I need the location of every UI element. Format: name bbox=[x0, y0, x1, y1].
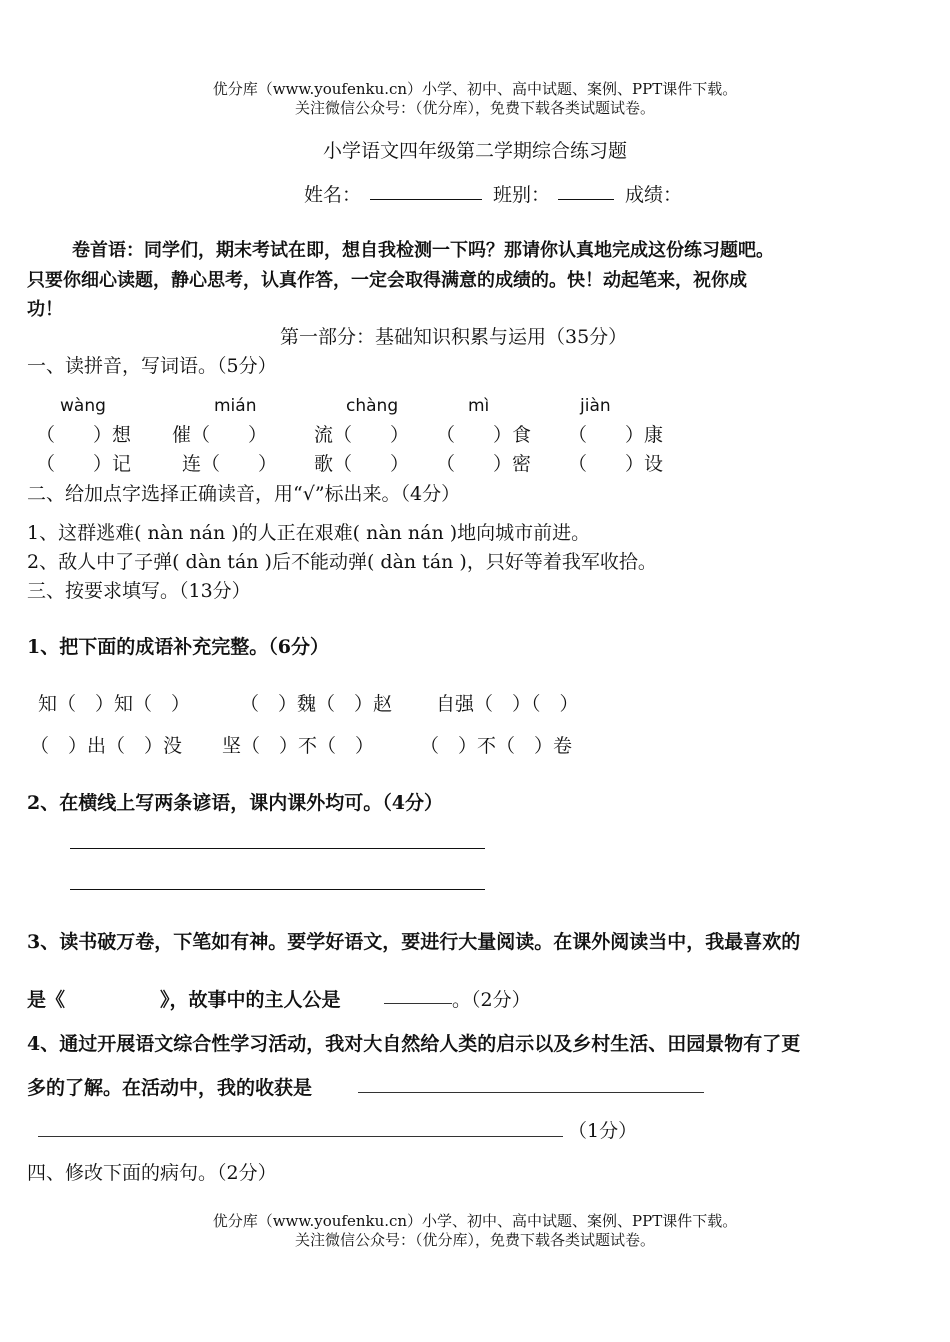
header-line-1: 优分库（www.youfenku.cn）小学、初中、高中试题、案例、PPT课件下载。 bbox=[212, 80, 738, 98]
q1-word-1a[interactable]: （ ）想 bbox=[36, 424, 132, 446]
proverb-line-2[interactable] bbox=[70, 889, 485, 890]
score-label: 成绩： bbox=[625, 184, 683, 206]
header-line-2: 关注微信公众号：（优分库），免费下载各类试题试卷。 bbox=[294, 99, 655, 117]
class-blank[interactable] bbox=[558, 199, 614, 200]
q3-sub1: 1、把下面的成语补充完整。（6分） bbox=[27, 636, 329, 658]
footer-line-2: 关注微信公众号：（优分库），免费下载各类试题试卷。 bbox=[294, 1231, 655, 1249]
q3-sub3-line1: 3、读书破万卷，下笔如有神。要学好语文，要进行大量阅读。在课外阅读当中，我最喜欢的 bbox=[27, 931, 801, 953]
protagonist-blank[interactable] bbox=[384, 1003, 452, 1004]
q1-word-5a[interactable]: （ ）康 bbox=[568, 424, 664, 446]
q4-title: 四、修改下面的病句。（2分） bbox=[27, 1162, 277, 1184]
footer-line-1: 优分库（www.youfenku.cn）小学、初中、高中试题、案例、PPT课件下载。 bbox=[212, 1212, 738, 1230]
q1-word-1b[interactable]: （ ）记 bbox=[36, 453, 132, 475]
idiom-5[interactable]: 坚（ ）不（ ） bbox=[222, 735, 375, 757]
q3-sub3-book-open: 是《 bbox=[27, 989, 66, 1011]
q2-sentence-1[interactable]: 1、这群逃难( nàn nán )的人正在艰难( nàn nán )地向城市前进。 bbox=[27, 522, 591, 544]
pinyin-4: mì bbox=[468, 396, 490, 416]
class-label: 班别： bbox=[493, 184, 551, 206]
intro-line-3: 功！ bbox=[27, 299, 63, 320]
pinyin-3: chàng bbox=[346, 396, 399, 416]
intro-line-1: 卷首语：同学们，期末考试在即，想自我检测一下吗？那请你认真地完成这份练习题吧。 bbox=[72, 240, 774, 261]
q3-sub2: 2、在横线上写两条谚语，课内课外均可。（4分） bbox=[27, 792, 443, 814]
name-blank[interactable] bbox=[370, 199, 482, 200]
page-title: 小学语文四年级第二学期综合练习题 bbox=[322, 140, 627, 162]
q3-sub4-score: （1分） bbox=[568, 1120, 638, 1142]
q1-word-3b[interactable]: 歌（ ） bbox=[314, 453, 410, 475]
idiom-2[interactable]: （ ）魏（ ）赵 bbox=[240, 693, 393, 715]
harvest-blank-1[interactable] bbox=[358, 1092, 704, 1093]
q3-sub3-book-close: 》，故事中的主人公是 bbox=[160, 989, 341, 1011]
q1-title: 一、读拼音，写词语。（5分） bbox=[27, 355, 277, 377]
q1-word-5b[interactable]: （ ）设 bbox=[568, 453, 664, 475]
q2-sentence-2[interactable]: 2、敌人中了子弹( dàn tán )后不能动弹( dàn tán )，只好等着我军收拾。 bbox=[27, 551, 657, 573]
q3-title: 三、按要求填写。（13分） bbox=[27, 580, 251, 602]
q1-word-4a[interactable]: （ ）食 bbox=[436, 424, 532, 446]
idiom-4[interactable]: （ ）出（ ）没 bbox=[30, 735, 183, 757]
q1-word-4b[interactable]: （ ）密 bbox=[436, 453, 532, 475]
q3-sub3-score: 。（2分） bbox=[452, 989, 531, 1011]
q1-word-2b[interactable]: 连（ ） bbox=[182, 453, 278, 475]
pinyin-2: mián bbox=[214, 396, 257, 416]
q2-title: 二、给加点字选择正确读音，用“√”标出来。（4分） bbox=[27, 483, 461, 505]
harvest-blank-2[interactable] bbox=[38, 1136, 563, 1137]
part1-heading: 第一部分：基础知识积累与运用（35分） bbox=[280, 326, 628, 348]
proverb-line-1[interactable] bbox=[70, 848, 485, 849]
idiom-1[interactable]: 知（ ）知（ ） bbox=[38, 693, 191, 715]
q1-word-3a[interactable]: 流（ ） bbox=[314, 424, 410, 446]
q3-sub4-line1: 4、通过开展语文综合性学习活动，我对大自然给人类的启示以及乡村生活、田园景物有了更 bbox=[27, 1033, 801, 1055]
q1-word-2a[interactable]: 催（ ） bbox=[172, 424, 268, 446]
q3-sub4-line2: 多的了解。在活动中，我的收获是 bbox=[27, 1077, 313, 1099]
idiom-6[interactable]: （ ）不（ ）卷 bbox=[420, 735, 573, 757]
idiom-3[interactable]: 自强（ ）（ ） bbox=[436, 693, 579, 715]
name-label: 姓名： bbox=[304, 184, 362, 206]
pinyin-5: jiàn bbox=[580, 396, 611, 416]
intro-line-2: 只要你细心读题，静心思考，认真作答，一定会取得满意的成绩的。快！动起笔来，祝你成 bbox=[27, 270, 747, 291]
pinyin-1: wàng bbox=[60, 396, 106, 416]
